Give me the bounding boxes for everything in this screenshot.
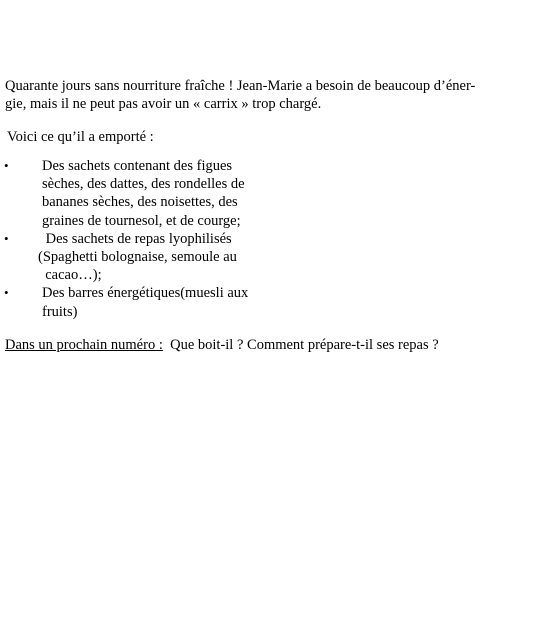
bullet-icon: • [4, 285, 9, 301]
list-item-line: sèches, des dattes, des rondelles de [42, 176, 245, 193]
intro-paragraph [5, 77, 537, 113]
bullet-icon: • [4, 158, 9, 173]
list-item-line: fruits) [42, 303, 78, 320]
list-item-line: bananes sèches, des noisettes, des [42, 194, 238, 211]
next-issue-label: Dans un prochain numéro : [5, 337, 163, 353]
list-item [5, 157, 305, 230]
intro-line: Quarante jours sans nourriture fraîche ! Jean-Marie a besoin de beaucoup d’éner- [5, 78, 476, 94]
list-item [5, 284, 305, 320]
intro-line: gie, mais il ne peut pas avoir un « carrix » trop chargé. [5, 96, 322, 112]
list-item-line: Des sachets de repas lyophilisés [42, 230, 232, 247]
next-issue-text: Que boit-il ? Comment prépare-t-il ses repas ? [162, 337, 439, 353]
list-heading: Voici ce qu’il a emporté : [7, 129, 154, 145]
list-item [5, 230, 305, 285]
list-item-line: (Spaghetti bolognaise, semoule au [38, 249, 237, 266]
supplies-list [5, 157, 305, 321]
next-issue-note [5, 336, 439, 354]
list-item-line: graines de tournesol, et de courge; [42, 212, 241, 229]
list-item-line: Des sachets contenant des figues [42, 158, 233, 174]
list-item-line: Des barres énergétiques(muesli aux [42, 285, 249, 302]
document-body [4, 77, 537, 353]
bullet-icon: • [4, 230, 9, 246]
list-item-line: cacao…); [38, 267, 102, 284]
